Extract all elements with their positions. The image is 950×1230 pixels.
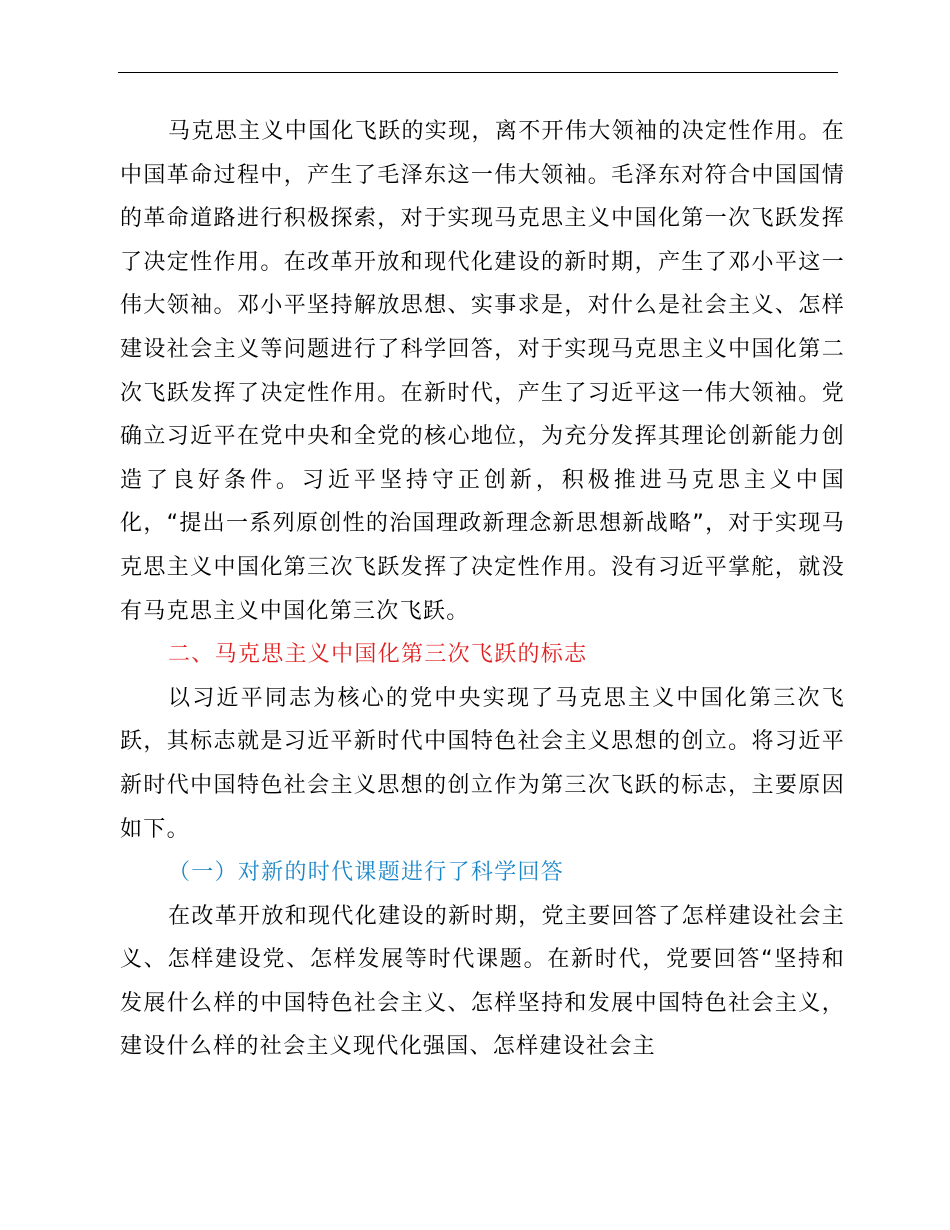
header-rule xyxy=(118,72,838,73)
body-paragraph: 在改革开放和现代化建设的新时期，党主要回答了怎样建设社会主义、怎样建设党、怎样发展等时代课题。在新时代，党要回答“坚持和发展什么样的中国特色社会主义、怎样坚持和发展中国特色社会主义，建设什么样的社会主义现代化强国、怎样建设社会主 xyxy=(120,903,845,1060)
body-paragraph: 马克思主义中国化飞跃的实现，离不开伟大领袖的决定性作用。在中国革命过程中，产生了毛泽东这一伟大领袖。毛泽东对符合中国国情的革命道路进行积极探索，对于实现马克思主义中国化第一次飞跃发挥了决定性作用。在改革开放和现代化建设的新时期，产生了邓小平这一伟大领袖。邓小平坚持解放思想、实事求是，对什么是社会主义、怎样建设社会主义等问题进行了科学回答，对于实现马克思主义中国化第二次飞跃发挥了决定性作用。在新时代，产生了习近平这一伟大领袖。党确立习近平在党中央和全党的核心地位，为充分发挥其理论创新能力创造了良好条件。习近平坚持守正创新，积极推进马克思主义中国化，“提出一系列原创性的治国理政新理念新思想新战略”，对于实现马克思主义中国化第三次飞跃发挥了决定性作用。没有习近平掌舵，就没有马克思主义中国化第三次飞跃。 xyxy=(120,119,845,624)
body-paragraph: 以习近平同志为核心的党中央实现了马克思主义中国化第三次飞跃，其标志就是习近平新时代中国特色社会主义思想的创立。将习近平新时代中国特色社会主义思想的创立作为第三次飞跃的标志，主要原因如下。 xyxy=(120,685,845,842)
section-heading: 二、马克思主义中国化第三次飞跃的标志 xyxy=(168,642,588,668)
subsection-heading: （一）对新的时代课题进行了科学回答 xyxy=(168,860,565,886)
document-body xyxy=(120,110,845,1069)
